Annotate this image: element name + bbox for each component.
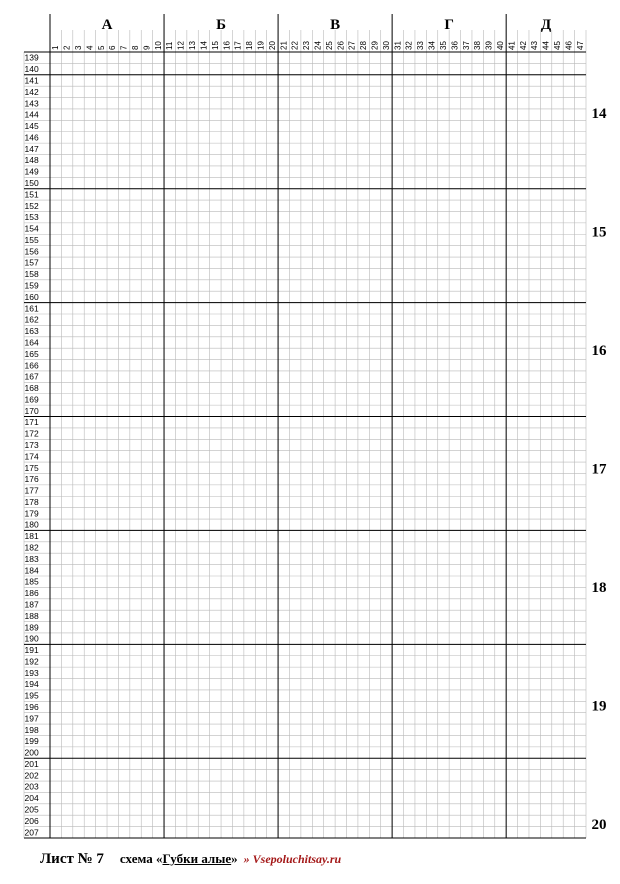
row-number: 190 xyxy=(24,633,39,644)
column-number: 26 xyxy=(336,41,346,50)
column-number: 33 xyxy=(416,41,426,50)
column-number: 12 xyxy=(176,41,186,50)
row-number: 205 xyxy=(24,804,39,815)
site-link[interactable] xyxy=(244,852,342,867)
column-number: 10 xyxy=(153,41,163,50)
row-number: 147 xyxy=(24,143,39,154)
column-number: 45 xyxy=(552,41,562,50)
column-number: 28 xyxy=(359,41,369,50)
row-number: 158 xyxy=(24,269,39,280)
site-arrows: » xyxy=(243,852,250,866)
column-number: 7 xyxy=(119,45,129,50)
row-number: 182 xyxy=(24,542,39,553)
row-number: 142 xyxy=(24,86,39,97)
row-number: 192 xyxy=(24,656,39,667)
row-number: 146 xyxy=(24,132,39,143)
scheme-title xyxy=(120,851,238,867)
column-section-letter: Б xyxy=(216,17,227,33)
row-number: 204 xyxy=(24,793,39,804)
column-number: 41 xyxy=(507,41,517,50)
column-number: 6 xyxy=(108,45,118,50)
column-number: 22 xyxy=(290,41,300,50)
row-number: 154 xyxy=(24,223,39,234)
row-section-number: 16 xyxy=(591,343,607,359)
row-number: 197 xyxy=(24,713,39,724)
row-number: 150 xyxy=(24,178,39,188)
row-number: 148 xyxy=(24,155,39,166)
row-number: 149 xyxy=(24,166,39,177)
row-section-numbers xyxy=(592,106,608,833)
row-number: 169 xyxy=(24,394,39,405)
sheet-number: Лист № 7 xyxy=(40,851,104,867)
column-number: 13 xyxy=(188,41,198,50)
column-number: 20 xyxy=(267,41,277,50)
row-number: 172 xyxy=(24,428,39,439)
column-number: 8 xyxy=(131,45,141,50)
column-number: 2 xyxy=(62,45,72,50)
row-number: 181 xyxy=(24,531,39,542)
column-number: 19 xyxy=(256,41,266,50)
row-number: 201 xyxy=(24,758,39,769)
column-number: 39 xyxy=(484,41,494,50)
row-number: 183 xyxy=(24,553,39,564)
row-number: 194 xyxy=(24,679,39,690)
column-number: 29 xyxy=(370,41,380,50)
column-number: 34 xyxy=(427,41,437,50)
row-number: 171 xyxy=(24,417,39,428)
row-number: 145 xyxy=(24,121,39,132)
row-number: 153 xyxy=(24,212,39,223)
column-number: 35 xyxy=(438,41,448,50)
row-number: 177 xyxy=(24,485,39,496)
column-section-letters xyxy=(102,17,552,33)
minor-grid-lines xyxy=(24,30,586,838)
column-number: 47 xyxy=(575,41,585,50)
row-number: 195 xyxy=(24,690,39,701)
column-section-letter: Д xyxy=(540,17,552,33)
row-number: 143 xyxy=(24,98,39,109)
row-section-number: 19 xyxy=(591,698,607,715)
row-number: 193 xyxy=(24,667,39,678)
row-number: 179 xyxy=(24,508,39,519)
row-number: 188 xyxy=(24,610,39,621)
row-number: 191 xyxy=(24,645,39,656)
row-number: 185 xyxy=(24,576,39,587)
row-number: 178 xyxy=(24,496,39,507)
row-number: 144 xyxy=(24,109,39,120)
row-number: 203 xyxy=(24,781,39,792)
site-name: Vsepoluchitsay.ru xyxy=(252,852,342,866)
row-number: 187 xyxy=(24,599,39,610)
column-number: 25 xyxy=(324,41,334,50)
row-number: 151 xyxy=(24,189,39,200)
column-number: 15 xyxy=(210,41,220,50)
row-section-number: 15 xyxy=(591,224,607,241)
column-number: 17 xyxy=(233,41,243,50)
row-number: 170 xyxy=(24,405,39,416)
row-number: 156 xyxy=(24,246,39,257)
column-number: 23 xyxy=(302,41,312,50)
column-number: 18 xyxy=(245,41,255,50)
column-number: 38 xyxy=(473,41,483,50)
column-number: 27 xyxy=(347,41,357,50)
column-section-letter: В xyxy=(330,17,341,33)
row-number: 196 xyxy=(24,702,39,712)
row-section-number: 20 xyxy=(591,817,607,833)
column-number: 37 xyxy=(461,41,471,50)
row-number: 173 xyxy=(24,440,39,450)
row-number: 186 xyxy=(24,588,39,599)
column-number: 30 xyxy=(381,41,391,50)
column-number: 46 xyxy=(564,41,574,50)
column-number: 3 xyxy=(74,45,84,50)
column-section-letter: А xyxy=(101,17,113,33)
row-section-number: 14 xyxy=(591,106,607,122)
column-number: 4 xyxy=(85,45,95,50)
column-number: 11 xyxy=(165,41,175,50)
column-number: 36 xyxy=(450,41,460,50)
row-number: 168 xyxy=(24,383,39,394)
column-number: 43 xyxy=(530,41,540,50)
row-number: 174 xyxy=(24,451,39,462)
column-number: 44 xyxy=(541,41,551,50)
column-section-letter: Г xyxy=(444,17,454,33)
row-number: 202 xyxy=(24,770,39,781)
major-grid-lines xyxy=(24,14,586,838)
row-number: 141 xyxy=(24,75,39,86)
scheme-prefix: схема « xyxy=(119,851,163,866)
row-number: 199 xyxy=(24,736,39,747)
row-number: 175 xyxy=(24,462,39,473)
row-number: 166 xyxy=(24,360,39,371)
row-number: 167 xyxy=(24,371,39,382)
page-footer xyxy=(40,851,341,871)
row-number: 139 xyxy=(24,52,39,63)
row-number: 155 xyxy=(24,234,39,245)
row-number: 160 xyxy=(24,291,39,302)
column-number: 14 xyxy=(199,41,209,50)
column-number: 21 xyxy=(279,41,289,50)
row-number: 140 xyxy=(24,64,39,75)
row-number: 180 xyxy=(24,519,39,530)
column-number: 31 xyxy=(393,41,403,50)
column-number: 9 xyxy=(142,45,152,50)
column-number-labels xyxy=(51,41,585,50)
column-number: 32 xyxy=(404,41,414,50)
row-number: 189 xyxy=(24,622,39,633)
row-number-labels xyxy=(25,53,39,838)
column-number: 42 xyxy=(518,41,528,50)
row-number: 162 xyxy=(24,314,39,325)
column-number: 16 xyxy=(222,41,232,50)
column-number: 24 xyxy=(313,41,323,50)
row-number: 157 xyxy=(24,257,39,268)
row-number: 164 xyxy=(24,337,39,348)
column-number: 1 xyxy=(51,45,61,50)
row-section-number: 17 xyxy=(591,461,607,478)
row-number: 165 xyxy=(24,348,39,359)
row-number: 161 xyxy=(24,303,39,314)
row-number: 184 xyxy=(24,565,39,576)
row-number: 163 xyxy=(24,326,39,337)
row-section-number: 18 xyxy=(591,580,607,596)
scheme-name: Губки алые xyxy=(162,851,232,866)
row-number: 176 xyxy=(24,474,39,485)
row-number: 207 xyxy=(24,827,39,838)
row-number: 206 xyxy=(24,815,39,826)
row-number: 152 xyxy=(24,200,39,211)
column-number: 40 xyxy=(495,41,505,50)
row-number: 159 xyxy=(24,280,39,291)
column-number: 5 xyxy=(96,45,106,50)
scheme-suffix: » xyxy=(231,851,238,866)
row-number: 198 xyxy=(24,724,39,735)
row-number: 200 xyxy=(24,747,39,758)
